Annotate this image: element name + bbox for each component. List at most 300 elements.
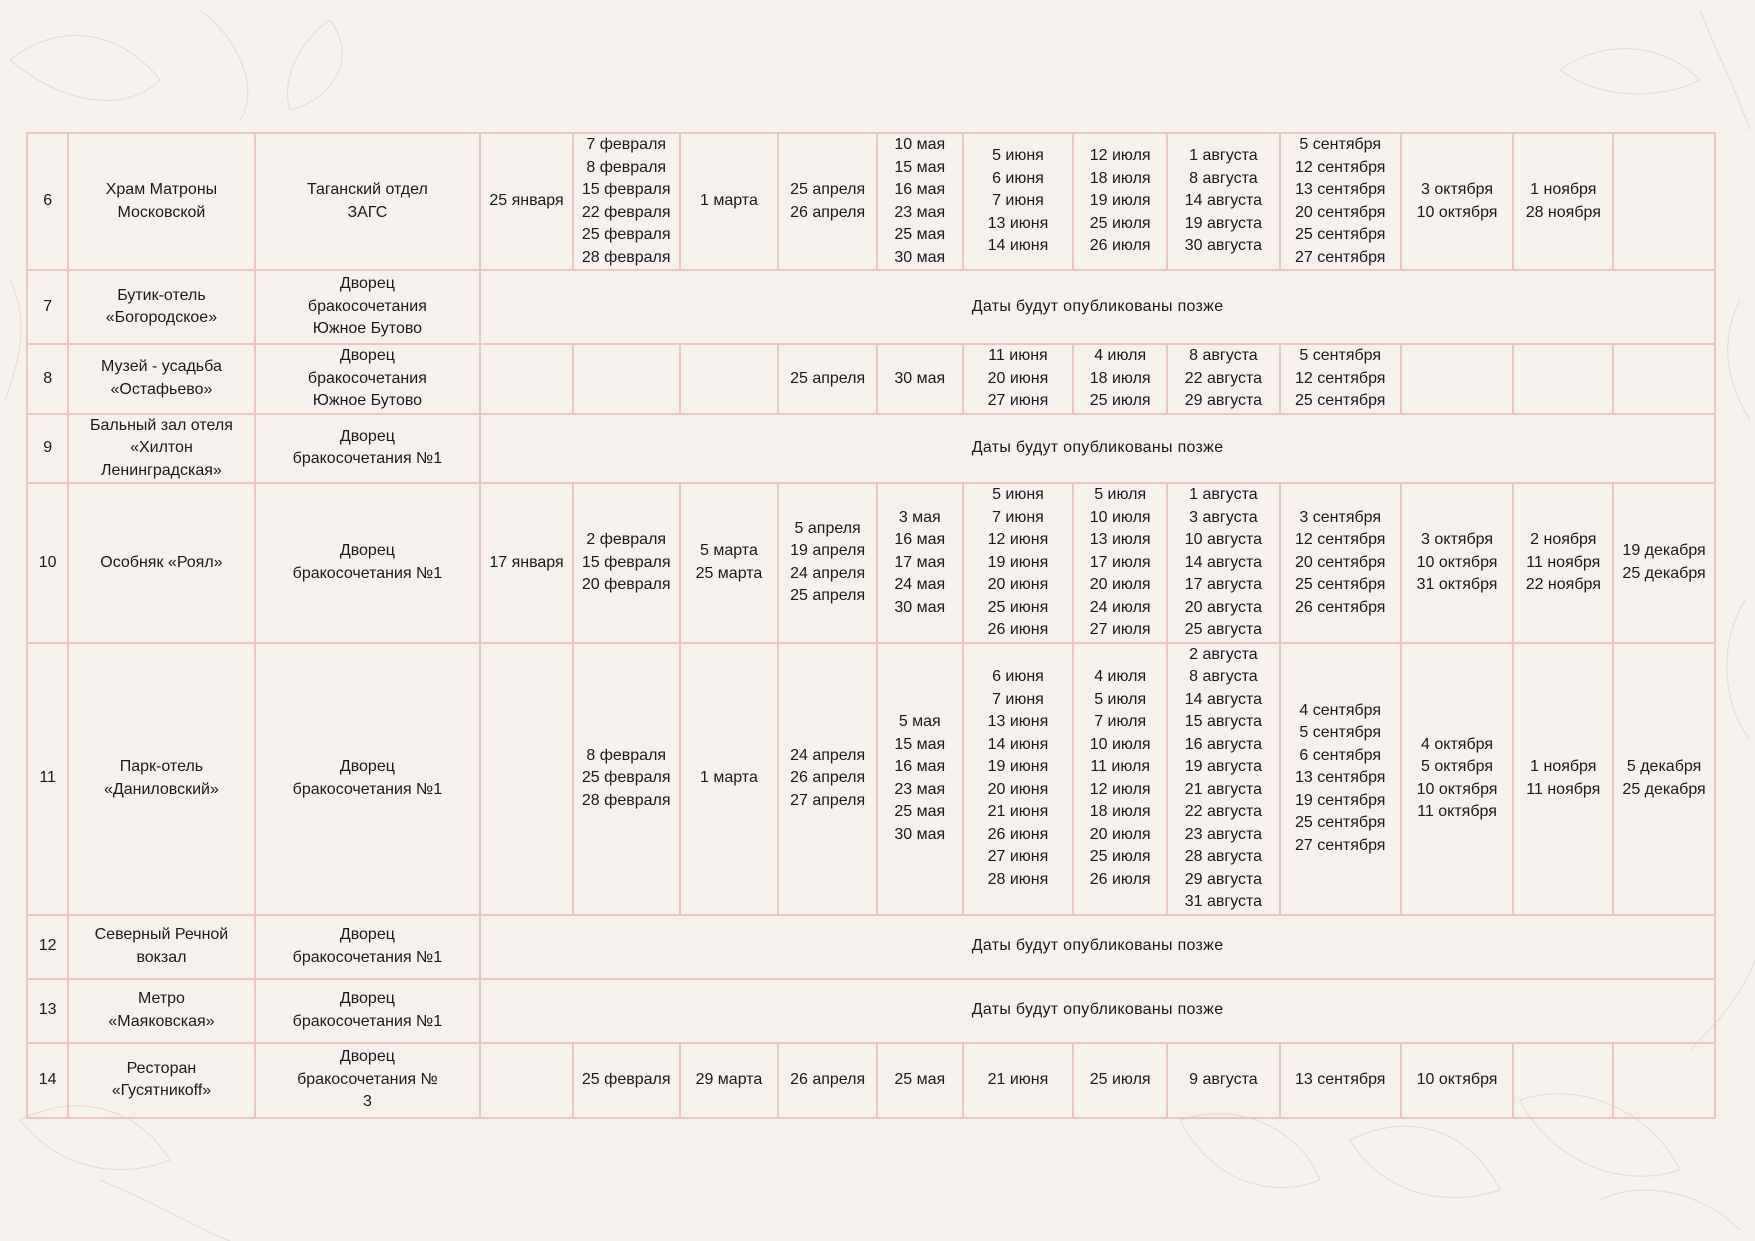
cell-line: 25 мая [894, 226, 946, 243]
cell-line: ЗАГС [347, 203, 388, 221]
month-dates-cell [1280, 344, 1401, 414]
cell-line: 8 февраля [586, 158, 667, 176]
cell-line: Дворец [339, 990, 395, 1007]
month-dates-cell [1167, 1043, 1280, 1118]
cell-line: 2 ноября [1530, 531, 1597, 548]
cell-line: Дворец [339, 275, 395, 293]
cell-line: бракосочетания №1 [292, 1012, 443, 1030]
month-dates-cell [1073, 1043, 1167, 1118]
cell-line: 23 августа [1184, 825, 1263, 843]
month-dates-cell [963, 643, 1074, 915]
month-dates-cell [1513, 483, 1613, 643]
cell-line: 25 марта [695, 564, 763, 582]
cell-line: Южное Бутово [312, 320, 423, 338]
cell-line: 10 октября [1416, 780, 1498, 798]
cell-line: Бальный зал отеля [90, 416, 233, 434]
cell-line: «Остафьево» [110, 380, 213, 398]
month-dates-cell [1167, 483, 1280, 643]
dates-later-notice: Даты будут опубликованы позже [480, 915, 1715, 979]
cell-line: Особняк «Роял» [100, 553, 223, 571]
cell-line: 4 июля [1094, 668, 1147, 685]
cell-line: 22 августа [1184, 803, 1263, 820]
cell-line: 5 мая [898, 713, 941, 730]
cell-line: 6 июня [992, 668, 1044, 685]
cell-line: 3 [362, 1093, 372, 1111]
cell-line: 22 августа [1184, 369, 1263, 387]
cell-line: 28 июня [987, 870, 1049, 888]
row-number: 8 [27, 344, 68, 414]
cell-line: 5 октября [1421, 758, 1494, 775]
cell-line: 16 августа [1184, 735, 1263, 753]
cell-line: Музей - усадьба [101, 358, 222, 376]
cell-line: 11 ноября [1526, 553, 1601, 571]
cell-line: 25 июля [1089, 1070, 1151, 1088]
cell-line: 23 мая [894, 780, 946, 798]
cell-line: 10 октября [1416, 1070, 1498, 1088]
cell-line: 13 сентября [1294, 1070, 1386, 1088]
month-dates-cell [680, 643, 779, 915]
cell-line: 16 мая [894, 181, 946, 198]
row-number: 10 [27, 483, 68, 643]
cell-line: 1 ноября [1530, 181, 1597, 198]
month-dates-cell [1401, 1043, 1514, 1118]
venue-name [68, 344, 254, 414]
cell-line: 26 июля [1089, 237, 1151, 255]
cell-line: «Богородское» [105, 309, 218, 326]
cell-line: 9 августа [1189, 1070, 1258, 1088]
cell-line: 3 октября [1421, 181, 1494, 198]
cell-line: 31 августа [1184, 893, 1263, 910]
cell-line: 19 августа [1184, 214, 1263, 232]
cell-line: 26 сентября [1294, 598, 1386, 616]
cell-line: 20 июня [987, 780, 1049, 798]
month-dates-cell [680, 344, 779, 414]
cell-line: 13 июля [1089, 531, 1151, 548]
cell-line: 5 июня [992, 147, 1044, 165]
cell-line: 25 сентября [1294, 814, 1386, 832]
cell-line: 4 октября [1421, 735, 1494, 753]
cell-line: 11 июля [1090, 758, 1150, 775]
table-row [27, 414, 1715, 484]
row-number: 9 [27, 414, 68, 484]
cell-line: Дворец [339, 926, 395, 943]
month-dates-cell [1613, 643, 1715, 915]
cell-line: 5 декабря [1626, 758, 1702, 775]
cell-line: 27 сентября [1294, 248, 1386, 266]
cell-line: 1 марта [700, 769, 758, 787]
registry-office [255, 643, 481, 915]
cell-line: бракосочетания №1 [292, 564, 443, 582]
table-row [27, 643, 1715, 915]
cell-line: 25 февраля [581, 769, 671, 787]
cell-line: 17 мая [894, 553, 946, 571]
month-dates-cell [1513, 133, 1613, 270]
month-dates-cell [573, 133, 680, 270]
month-dates-cell [778, 133, 877, 270]
cell-line: 1 ноября [1530, 758, 1597, 775]
cell-line: 20 июля [1089, 825, 1151, 843]
cell-line: Ресторан [126, 1059, 197, 1077]
cell-line: «Даниловский» [103, 780, 219, 798]
cell-line: 29 августа [1184, 870, 1263, 888]
cell-line: 5 сентября [1299, 724, 1382, 742]
cell-line: 14 июня [987, 237, 1049, 255]
cell-line: 27 июня [987, 848, 1049, 865]
cell-line: 30 августа [1184, 237, 1263, 255]
cell-line: 7 июня [992, 192, 1044, 210]
cell-line: 10 июля [1089, 508, 1151, 526]
month-dates-cell [1167, 643, 1280, 915]
cell-line: вокзал [136, 948, 187, 966]
cell-line: 21 августа [1184, 780, 1263, 798]
cell-line: 8 августа [1189, 169, 1258, 187]
month-dates-cell [573, 643, 680, 915]
cell-line: 2 февраля [586, 531, 667, 548]
venue-name [68, 915, 254, 979]
cell-line: 27 июня [987, 392, 1049, 409]
venue-name [68, 483, 254, 643]
month-dates-cell [963, 133, 1074, 270]
table-row [27, 1043, 1715, 1118]
cell-line: 28 февраля [581, 791, 671, 809]
month-dates-cell [1401, 483, 1514, 643]
cell-line: 22 февраля [581, 203, 671, 221]
month-dates-cell [680, 133, 779, 270]
month-dates-cell [963, 483, 1074, 643]
cell-line: 15 мая [894, 158, 946, 176]
month-dates-cell [1073, 483, 1167, 643]
table-row [27, 344, 1715, 414]
month-dates-cell [1073, 643, 1167, 915]
cell-line: 25 февраля [581, 1070, 671, 1088]
venue-name [68, 1043, 254, 1118]
cell-line: 5 сентября [1299, 347, 1382, 364]
cell-line: 30 мая [894, 598, 946, 616]
cell-line: 25 сентября [1294, 576, 1386, 593]
month-dates-cell [1513, 344, 1613, 414]
cell-line: 15 февраля [581, 181, 671, 198]
row-number: 14 [27, 1043, 68, 1118]
month-dates-cell [778, 1043, 877, 1118]
cell-line: 19 августа [1184, 758, 1263, 775]
month-dates-cell [1513, 1043, 1613, 1118]
cell-line: 5 июля [1094, 486, 1147, 503]
cell-line: 7 июня [992, 690, 1044, 708]
cell-line: 12 сентября [1294, 369, 1386, 387]
month-dates-cell [1073, 133, 1167, 270]
cell-line: 11 июня [988, 347, 1048, 364]
cell-line: Дворец [339, 758, 395, 775]
cell-line: 21 июня [987, 803, 1049, 820]
cell-line: 27 июля [1089, 621, 1151, 638]
cell-line: 19 июня [987, 758, 1049, 775]
month-dates-cell [778, 483, 877, 643]
cell-line: 25 января [489, 192, 564, 210]
month-dates-cell [1401, 643, 1514, 915]
cell-line: 2 августа [1189, 645, 1258, 663]
month-dates-cell [1280, 483, 1401, 643]
cell-line: 1 августа [1189, 486, 1258, 503]
cell-line: 31 октября [1416, 576, 1498, 593]
row-number: 6 [27, 133, 68, 270]
cell-line: 15 августа [1184, 713, 1263, 730]
cell-line: 14 августа [1184, 192, 1263, 210]
cell-line: 20 февраля [581, 576, 671, 593]
dates-later-notice: Даты будут опубликованы позже [480, 979, 1715, 1043]
cell-line: 20 сентября [1294, 553, 1386, 571]
cell-line: 13 июня [987, 713, 1049, 730]
row-number: 11 [27, 643, 68, 915]
cell-line: 7 июля [1094, 713, 1147, 730]
month-dates-cell [1167, 344, 1280, 414]
month-dates-cell [1613, 1043, 1715, 1118]
cell-line: 30 мая [894, 248, 946, 266]
cell-line: 4 июля [1094, 347, 1147, 364]
month-dates-cell [877, 133, 963, 270]
cell-line: 20 июля [1089, 576, 1151, 593]
dates-later-notice: Даты будут опубликованы позже [480, 270, 1715, 344]
cell-line: 26 апреля [790, 203, 866, 221]
cell-line: 19 сентября [1294, 791, 1386, 809]
month-dates-cell [1073, 344, 1167, 414]
cell-line: 16 мая [894, 758, 946, 775]
cell-line: 27 апреля [790, 791, 866, 809]
cell-line: 17 января [489, 553, 564, 571]
cell-line: 24 апреля [790, 746, 866, 764]
cell-line: Дворец [339, 427, 395, 445]
cell-line: 19 июля [1089, 192, 1151, 210]
cell-line: 20 августа [1184, 598, 1263, 616]
cell-line: «Гусятникoff» [111, 1082, 212, 1099]
month-dates-cell [480, 483, 573, 643]
month-dates-cell [480, 1043, 573, 1118]
month-dates-cell [1613, 344, 1715, 414]
venue-name [68, 979, 254, 1043]
cell-line: 25 июля [1089, 848, 1151, 865]
cell-line: 1 марта [700, 192, 758, 210]
cell-line: 10 июля [1089, 735, 1151, 753]
cell-line: 14 августа [1184, 690, 1263, 708]
cell-line: 20 июня [987, 576, 1049, 593]
cell-line: 23 мая [894, 203, 946, 221]
cell-line: 30 мая [894, 825, 946, 843]
cell-line: 25 июля [1089, 392, 1151, 409]
cell-line: 17 июля [1089, 553, 1151, 571]
cell-line: 8 августа [1189, 668, 1258, 685]
cell-line: 7 июня [992, 508, 1044, 526]
cell-line: 25 мая [894, 1070, 946, 1088]
month-dates-cell [480, 344, 573, 414]
cell-line: 5 июня [992, 486, 1044, 503]
cell-line: 10 августа [1184, 531, 1263, 548]
dates-later-notice: Даты будут опубликованы позже [480, 414, 1715, 484]
cell-line: 25 июня [987, 598, 1049, 616]
cell-line: Московской [117, 203, 206, 221]
month-dates-cell [1513, 643, 1613, 915]
venue-name [68, 643, 254, 915]
month-dates-cell [963, 344, 1074, 414]
month-dates-cell [778, 344, 877, 414]
cell-line: 8 августа [1189, 347, 1258, 364]
registry-office [255, 483, 481, 643]
cell-line: 5 марта [700, 542, 758, 560]
cell-line: бракосочетания № [297, 1070, 438, 1088]
cell-line: 25 апреля [790, 181, 866, 198]
month-dates-cell [480, 133, 573, 270]
registry-office [255, 270, 481, 344]
month-dates-cell [680, 1043, 779, 1118]
cell-line: 6 сентября [1299, 746, 1382, 764]
cell-line: бракосочетания №1 [292, 948, 443, 966]
cell-line: Храм Матроны [105, 181, 218, 198]
cell-line: 27 сентября [1294, 836, 1386, 854]
cell-line: Бутик-отель [117, 286, 206, 304]
cell-line: Таганский отдел [306, 181, 428, 198]
table-row [27, 979, 1715, 1043]
cell-line: Дворец [339, 542, 395, 560]
cell-line: 3 мая [898, 508, 941, 526]
cell-line: «Хилтон [130, 439, 193, 456]
cell-line: 26 апреля [790, 769, 866, 787]
cell-line: 26 июня [987, 621, 1049, 638]
cell-line: 15 мая [894, 735, 946, 753]
venue-name [68, 133, 254, 270]
cell-line: 4 сентября [1299, 701, 1382, 719]
month-dates-cell [963, 1043, 1074, 1118]
cell-line: 24 июля [1089, 598, 1151, 616]
row-number: 7 [27, 270, 68, 344]
cell-line: 16 мая [894, 531, 946, 548]
cell-line: 11 октября [1417, 803, 1497, 820]
month-dates-cell [1401, 133, 1514, 270]
month-dates-cell [877, 643, 963, 915]
month-dates-cell [877, 1043, 963, 1118]
cell-line: Южное Бутово [312, 392, 423, 409]
venue-name [68, 414, 254, 484]
cell-line: 25 апреля [790, 587, 866, 605]
cell-line: 11 ноября [1526, 780, 1601, 798]
cell-line: Парк-отель [119, 758, 204, 775]
cell-line: 22 ноября [1525, 576, 1601, 593]
month-dates-cell [877, 344, 963, 414]
cell-line: Дворец [339, 347, 395, 364]
cell-line: 12 июля [1089, 147, 1151, 165]
cell-line: бракосочетания [307, 297, 427, 315]
cell-line: 6 июня [992, 169, 1044, 187]
cell-line: 18 июля [1089, 803, 1151, 820]
cell-line: 20 июня [987, 369, 1049, 387]
month-dates-cell [1280, 643, 1401, 915]
cell-line: 25 февраля [581, 226, 671, 243]
row-number: 13 [27, 979, 68, 1043]
cell-line: 19 июня [987, 553, 1049, 571]
cell-line: Метро [137, 990, 185, 1007]
month-dates-cell [480, 643, 573, 915]
cell-line: 10 октября [1416, 203, 1498, 221]
cell-line: 12 сентября [1294, 158, 1386, 176]
cell-line: 3 октября [1421, 531, 1494, 548]
cell-line: 13 июня [987, 214, 1049, 232]
registry-office [255, 1043, 481, 1118]
cell-line: 5 сентября [1299, 136, 1382, 153]
cell-line: 14 июня [987, 735, 1049, 753]
cell-line: 13 сентября [1294, 769, 1386, 787]
cell-line: бракосочетания [307, 369, 427, 387]
month-dates-cell [877, 483, 963, 643]
cell-line: бракосочетания №1 [292, 450, 443, 468]
cell-line: 24 апреля [790, 564, 866, 582]
cell-line: 5 апреля [794, 519, 861, 537]
month-dates-cell [1167, 133, 1280, 270]
cell-line: 25 декабря [1622, 564, 1706, 582]
table-row [27, 133, 1715, 270]
cell-line: 19 апреля [790, 542, 866, 560]
cell-line: 25 августа [1184, 621, 1263, 638]
cell-line: 21 июня [987, 1070, 1049, 1088]
venue-name [68, 270, 254, 344]
cell-line: Северный Речной [94, 926, 229, 943]
month-dates-cell [1280, 1043, 1401, 1118]
registry-office [255, 133, 481, 270]
table-row [27, 483, 1715, 643]
cell-line: 13 сентября [1294, 181, 1386, 198]
cell-line: 30 мая [894, 369, 946, 387]
cell-line: 8 февраля [586, 746, 667, 764]
registry-office [255, 414, 481, 484]
cell-line: 12 июня [987, 531, 1049, 548]
cell-line: 19 декабря [1622, 542, 1706, 560]
cell-line: Ленинградская» [101, 461, 222, 479]
cell-line: 17 августа [1184, 576, 1263, 593]
cell-line: 18 июля [1089, 169, 1151, 187]
cell-line: 25 апреля [790, 369, 866, 387]
registry-office [255, 915, 481, 979]
cell-line: бракосочетания №1 [292, 780, 443, 798]
cell-line: 7 февраля [586, 136, 667, 153]
month-dates-cell [573, 1043, 680, 1118]
cell-line: 12 июля [1089, 780, 1151, 798]
cell-line: 14 августа [1184, 553, 1263, 571]
month-dates-cell [1401, 344, 1514, 414]
month-dates-cell [1613, 483, 1715, 643]
cell-line: 28 августа [1184, 848, 1263, 865]
cell-line: «Маяковская» [108, 1012, 215, 1030]
cell-line: 28 февраля [581, 248, 671, 266]
month-dates-cell [1280, 133, 1401, 270]
cell-line: 26 июля [1089, 870, 1151, 888]
row-number: 12 [27, 915, 68, 979]
cell-line: 3 сентября [1299, 508, 1382, 526]
cell-line: 25 мая [894, 803, 946, 820]
wedding-dates-table [26, 132, 1716, 1119]
cell-line: 26 июня [987, 825, 1049, 843]
cell-line: 10 октября [1416, 553, 1498, 571]
month-dates-cell [1613, 133, 1715, 270]
registry-office [255, 979, 481, 1043]
cell-line: 25 июля [1089, 214, 1151, 232]
table-row [27, 915, 1715, 979]
cell-line: 18 июля [1089, 369, 1151, 387]
cell-line: 1 августа [1189, 147, 1258, 165]
cell-line: 25 сентября [1294, 226, 1386, 243]
cell-line: 24 мая [894, 576, 946, 593]
cell-line: 3 августа [1189, 508, 1258, 526]
table-row [27, 270, 1715, 344]
cell-line: 5 июля [1094, 690, 1147, 708]
month-dates-cell [573, 483, 680, 643]
cell-line: 25 сентября [1294, 392, 1386, 409]
cell-line: Дворец [339, 1048, 395, 1066]
